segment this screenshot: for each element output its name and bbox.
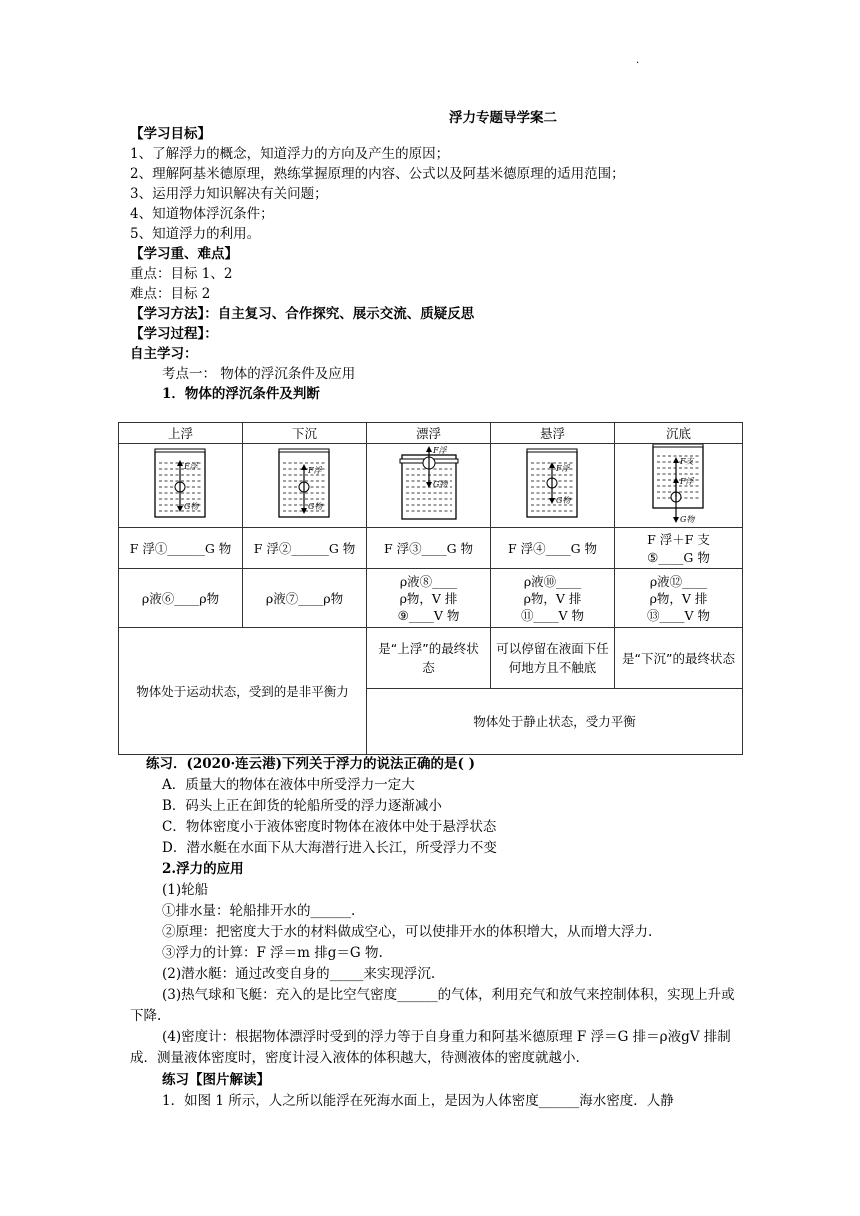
force-relation-rising: F 浮①______G 物 <box>119 528 243 569</box>
goals-heading: 【学习目标】 <box>130 126 211 142</box>
note-bottom: 是“下沉”的最终状态 <box>615 628 743 689</box>
exercise1-option: C．物体密度小于液体密度时物体在液体中处于悬浮状态 <box>162 819 497 835</box>
header-bottom: 沉底 <box>615 423 743 444</box>
label-f-buoyancy: F浮 <box>183 462 198 471</box>
density-line: ρ液⑩____ <box>523 573 582 589</box>
exercise2-heading: 练习【图片解读】 <box>162 1072 270 1088</box>
app-ship: (1)轮船 <box>162 882 209 898</box>
buoyancy-conditions-table <box>118 422 743 755</box>
app-submarine: (2)潜水艇：通过改变自身的_____来实现浮沉. <box>162 966 436 982</box>
label-g-gravity: G物 <box>679 515 694 524</box>
note-floating: 是“上浮”的最终状态 <box>367 628 491 689</box>
density-line: ⑨____V 物 <box>397 607 460 623</box>
force-relation-bottom <box>615 528 743 569</box>
beaker-bottom-diagram <box>615 444 743 528</box>
beaker-sinking-diagram <box>243 444 367 528</box>
force-relation-suspended: F 浮④____G 物 <box>491 528 615 569</box>
goal-item: 4、知道物体浮沉条件； <box>130 206 274 222</box>
density-line: ρ液⑧____ <box>399 573 458 589</box>
topic-line: 考点一： 物体的浮沉条件及应用 <box>162 366 356 382</box>
force-relation-sinking: F 浮②______G 物 <box>243 528 367 569</box>
exercise1-option: D．潜水艇在水面下从大海潜行进入长江，所受浮力不变 <box>162 840 497 856</box>
application-heading: 2.浮力的应用 <box>162 861 244 877</box>
force-relation-bottom-line1: F 浮＋F 支 <box>647 532 710 547</box>
label-g-gravity: G物 <box>432 480 447 489</box>
density-line: ⑪____V 物 <box>520 607 584 623</box>
goal-item: 3、运用浮力知识解决有关问题； <box>130 186 328 202</box>
label-g-gravity: G物 <box>183 502 198 511</box>
label-f-buoyancy: F浮 <box>432 446 447 455</box>
key-difficulty: 难点：目标 2 <box>130 286 211 302</box>
label-g-gravity: G物 <box>307 502 322 511</box>
label-f-buoyancy: F浮 <box>679 477 694 486</box>
exercise1-option: B．码头上正在卸货的轮船所受的浮力逐渐减小 <box>162 798 442 814</box>
density-relation-floating <box>367 569 491 628</box>
page-dot: · <box>636 58 640 69</box>
force-relation-bottom-line2: ⑤____G 物 <box>647 550 710 565</box>
app-balloon: (3)热气球和飞艇：充入的是比空气密度______的气体，利用充气和放气来控制体积，实现上升或下降. <box>130 987 735 1024</box>
self-study-heading: 自主学习： <box>130 346 198 362</box>
exercise1-stem: 练习．(2020·连云港)下列关于浮力的说法正确的是( ) <box>146 756 476 772</box>
density-line: ⑬____V 物 <box>646 607 710 623</box>
method-line: 【学习方法】：自主复习、合作探究、展示交流、质疑反思 <box>130 306 475 322</box>
process-heading: 【学习过程】： <box>130 326 218 342</box>
app-displacement: ①排水量：轮船排开水的______. <box>162 903 356 919</box>
label-f-buoyancy: F浮 <box>307 466 322 475</box>
density-line: ρ物，V 排 <box>523 590 582 606</box>
beaker-floating-diagram <box>367 444 491 528</box>
app-calc: ③浮力的计算：F 浮＝m 排g＝G 物. <box>162 945 383 961</box>
app-principle: ②原理：把密度大于水的材料做成空心，可以使排开水的体积增大，从而增大浮力. <box>162 924 653 940</box>
page-title: 浮力专题导学案二 <box>449 110 557 126</box>
key-focus: 重点：目标 1、2 <box>130 266 233 282</box>
goal-item: 2、理解阿基米德原理，熟练掌握原理的内容、公式以及阿基米德原理的适用范围； <box>130 166 625 182</box>
force-relation-floating: F 浮③____G 物 <box>367 528 491 569</box>
header-sinking: 下沉 <box>243 423 367 444</box>
label-f-buoyancy: F浮 <box>555 464 570 473</box>
density-line: ρ液⑫____ <box>649 573 708 589</box>
beaker-rising-diagram <box>119 444 243 528</box>
goal-item: 1、了解浮力的概念，知道浮力的方向及产生的原因； <box>130 146 450 162</box>
density-line: ρ物，V 排 <box>399 590 458 606</box>
density-relation-sinking: ρ液⑦____ρ物 <box>243 569 367 628</box>
density-relation-suspended <box>491 569 615 628</box>
header-floating: 漂浮 <box>367 423 491 444</box>
beaker-suspended-diagram <box>491 444 615 528</box>
density-line: ρ物，V 排 <box>649 590 708 606</box>
density-relation-rising: ρ液⑥____ρ物 <box>119 569 243 628</box>
app-hydrometer: (4)密度计：根据物体漂浮时受到的浮力等于自身重力和阿基米德原理 F 浮＝G 排＝ρ液gV 排制成．测量液体密度时，密度计浸入液体的体积越大，待测液体的密度就越小. <box>130 1029 731 1066</box>
header-rising: 上浮 <box>119 423 243 444</box>
key-heading: 【学习重、难点】 <box>130 246 238 262</box>
header-suspended: 悬浮 <box>491 423 615 444</box>
density-relation-bottom <box>615 569 743 628</box>
note-static: 物体处于静止状态，受力平衡 <box>367 689 743 755</box>
exercise2-q1: 1．如图 1 所示，人之所以能浮在死海水面上，是因为人体密度______海水密度．人静 <box>162 1093 674 1109</box>
note-motion: 物体处于运动状态，受到的是非平衡力 <box>119 628 367 755</box>
subsection-heading: 1．物体的浮沉条件及判断 <box>162 386 320 402</box>
goal-item: 5、知道浮力的利用。 <box>130 226 261 242</box>
label-f-support: F支 <box>679 457 694 466</box>
note-suspended: 可以停留在液面下任何地方且不触底 <box>491 628 615 689</box>
label-g-gravity: G物 <box>555 496 570 505</box>
exercise1-option: A．质量大的物体在液体中所受浮力一定大 <box>162 777 415 793</box>
